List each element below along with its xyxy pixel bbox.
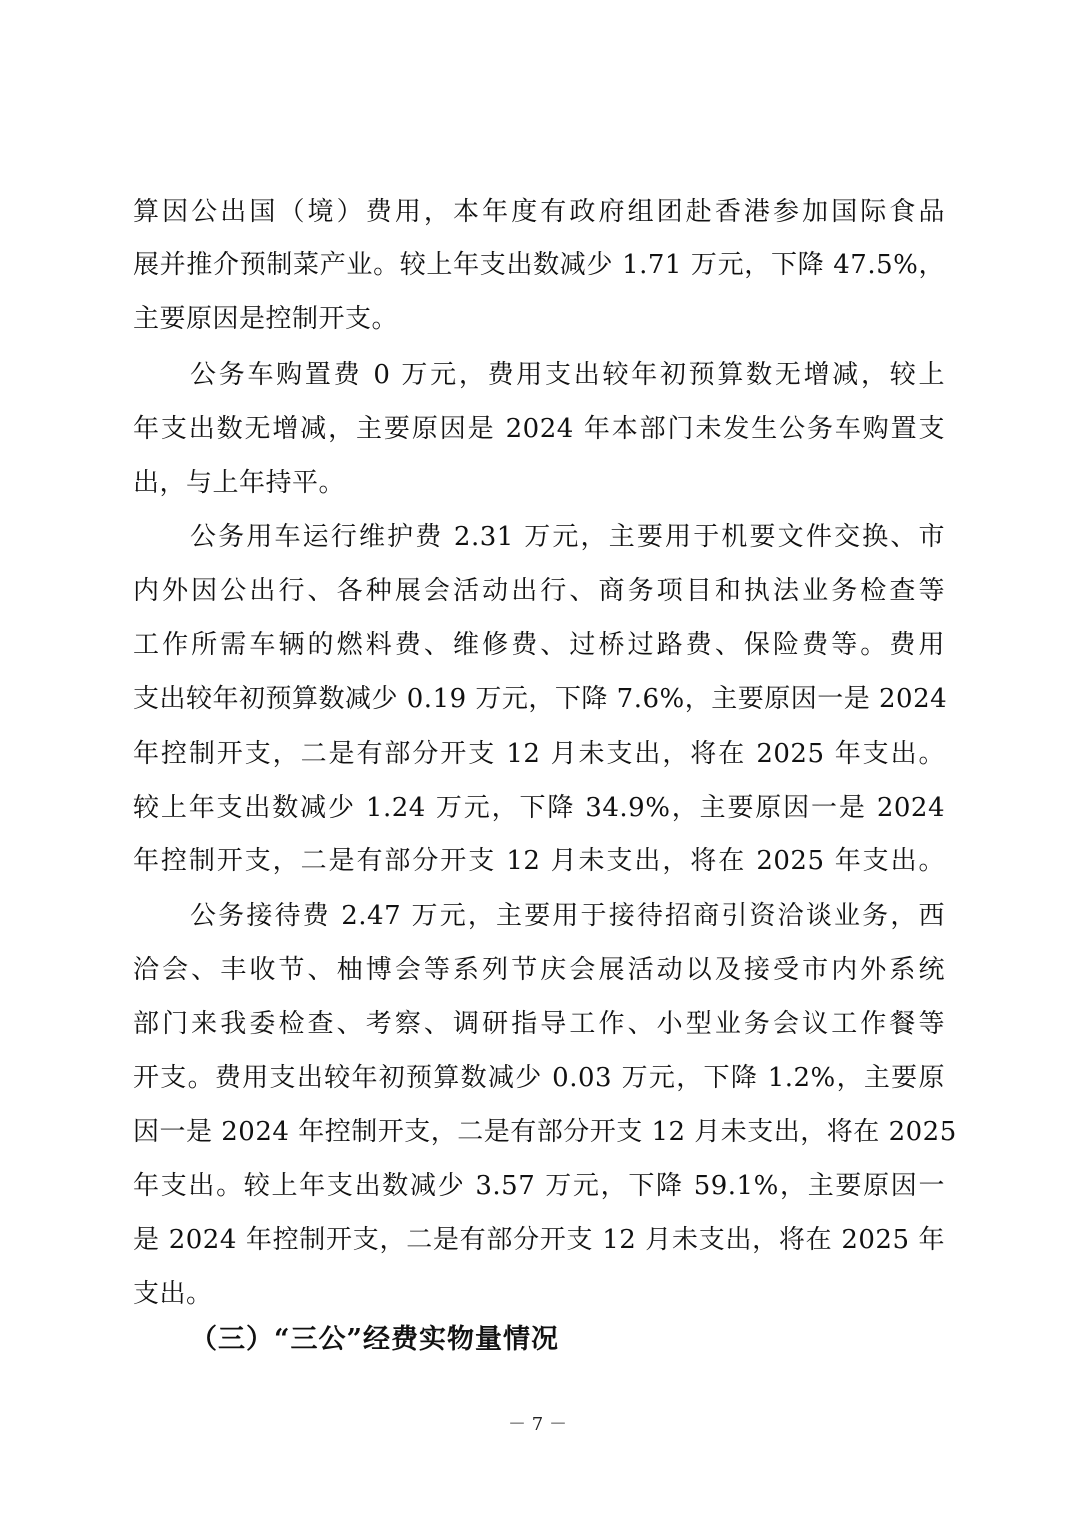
body-text-line: 工作所需车辆的燃料费、维修费、过桥过路费、保险费等。费用 [133,630,945,660]
page-number: － 7 － [508,1414,567,1435]
body-text-line: 支出。 [133,1279,213,1309]
body-text-line: 年控制开支，二是有部分开支 12 月未支出，将在 2025 年支出。 [133,739,945,769]
body-text-line: 洽会、丰收节、柚博会等系列节庆会展活动以及接受市内外系统 [133,955,945,985]
body-text-line: 是 2024 年控制开支，二是有部分开支 12 月未支出，将在 2025 年 [133,1225,945,1255]
paragraph-start-line: 公务车购置费 0 万元，费用支出较年初预算数无增减，较上 [190,360,945,390]
body-text-line: 出，与上年持平。 [133,468,346,498]
body-text-line: 年支出。较上年支出数减少 3.57 万元，下降 59.1%，主要原因一 [133,1171,945,1201]
body-text-line: 内外因公出行、各种展会活动出行、商务项目和执法业务检查等 [133,576,945,606]
body-text-line: 算因公出国（境）费用，本年度有政府组团赴香港参加国际食品 [133,197,945,227]
body-text-line: 较上年支出数减少 1.24 万元，下降 34.9%，主要原因一是 2024 [133,793,945,823]
body-text-line: 展并推介预制菜产业。较上年支出数减少 1.71 万元，下降 47.5%， [133,250,945,280]
body-text-line: 年控制开支，二是有部分开支 12 月未支出，将在 2025 年支出。 [133,846,945,876]
body-text-line: 年支出数无增减，主要原因是 2024 年本部门未发生公务车购置支 [133,414,945,444]
body-text-line: 部门来我委检查、考察、调研指导工作、小型业务会议工作餐等 [133,1009,945,1039]
body-text-line: 支出较年初预算数减少 0.19 万元，下降 7.6%，主要原因一是 2024 [133,684,948,714]
body-text-line: 开支。费用支出较年初预算数减少 0.03 万元，下降 1.2%，主要原 [133,1063,945,1093]
paragraph-start-line: 公务用车运行维护费 2.31 万元，主要用于机要文件交换、市 [190,522,945,552]
paragraph-start-line: 公务接待费 2.47 万元，主要用于接待招商引资洽谈业务，西 [190,901,945,931]
body-text-line: 主要原因是控制开支。 [133,304,399,334]
section-heading: （三）“三公”经费实物量情况 [190,1324,560,1355]
body-text-line: 因一是 2024 年控制开支，二是有部分开支 12 月未支出，将在 2025 [133,1117,957,1147]
